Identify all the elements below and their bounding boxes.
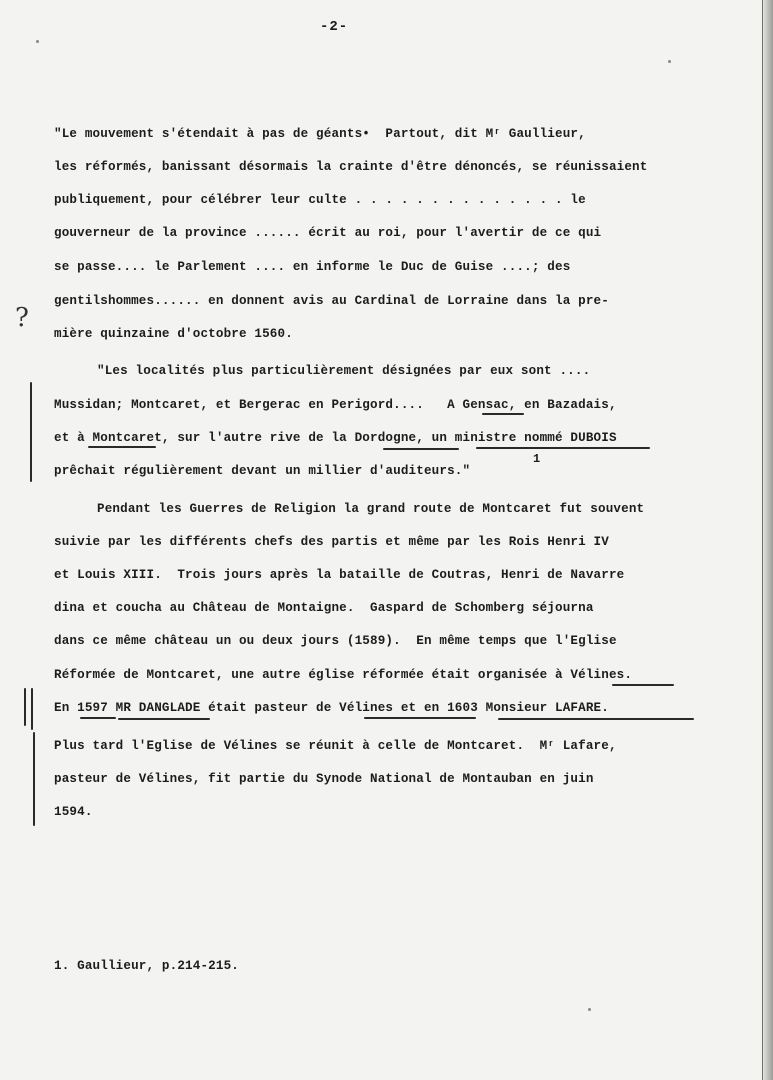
margin-question-mark: ? <box>15 303 29 333</box>
underline-montcaret <box>88 446 156 448</box>
body-line-8: "Les localités plus particulièrement désignées par eux sont .... <box>97 364 591 378</box>
paper-speck <box>668 60 671 63</box>
underline-velines-1 <box>612 684 674 686</box>
margin-bracket-bar-1 <box>30 382 32 482</box>
underline-ministre <box>476 447 650 449</box>
body-line-9: Mussidan; Montcaret, et Bergerac en Perigord.... A Gensac, en Bazadais, <box>54 398 617 412</box>
body-line-10: et à Montcaret, sur l'autre rive de la Dordogne, un ministre nommé DUBOIS <box>54 431 617 445</box>
paper-speck <box>588 1008 591 1011</box>
body-line-11: prêchait régulièrement devant un millier d'auditeurs." <box>54 464 471 478</box>
body-line-12: Pendant les Guerres de Religion la grand route de Montcaret fut souvent <box>97 502 645 516</box>
underline-1597 <box>80 717 116 719</box>
margin-bracket-bar-3 <box>31 688 33 730</box>
body-line-15: dina et coucha au Château de Montaigne. Gaspard de Schomberg séjourna <box>54 601 594 615</box>
body-line-1: "Le mouvement s'étendait à pas de géants• Partout, dit Mʳ Gaullieur, <box>54 127 586 141</box>
margin-bracket-bar-4 <box>33 732 35 826</box>
body-line-19: Plus tard l'Eglise de Vélines se réunit à celle de Montcaret. Mʳ Lafare, <box>54 739 617 753</box>
paper-speck <box>36 40 39 43</box>
body-line-17: Réformée de Montcaret, une autre église réformée était organisée à Vélines. <box>54 668 633 682</box>
page-number: -2- <box>320 19 349 35</box>
body-line-4: gouverneur de la province ...... écrit au roi, pour l'avertir de ce qui <box>54 226 602 240</box>
body-line-14: et Louis XIII. Trois jours après la bataille de Coutras, Henri de Navarre <box>54 568 625 582</box>
body-line-5: se passe.... le Parlement .... en informe le Duc de Guise ....; des <box>54 260 571 274</box>
body-line-7: mière quinzaine d'octobre 1560. <box>54 327 293 341</box>
body-line-2: les réformés, banissant désormais la crainte d'être dénoncés, se réunissaient <box>54 160 648 174</box>
footnote-marker: 1 <box>533 452 541 466</box>
body-line-21: 1594. <box>54 805 93 819</box>
underline-dordogne <box>383 448 459 450</box>
margin-bracket-bar-2 <box>24 688 26 726</box>
underline-velines-1603 <box>364 717 476 719</box>
underline-gensac <box>482 413 524 415</box>
body-line-3: publiquement, pour célébrer leur culte . . . . . . . . . . . . . . le <box>54 193 586 207</box>
footnote-text: 1. Gaullieur, p.214-215. <box>54 959 239 973</box>
underline-lafare <box>498 718 694 720</box>
body-line-16: dans ce même château un ou deux jours (1589). En même temps que l'Eglise <box>54 634 617 648</box>
body-line-6: gentilshommes...... en donnent avis au Cardinal de Lorraine dans la pre- <box>54 294 609 308</box>
page-edge-shadow <box>763 0 773 1080</box>
underline-danglade <box>118 718 210 720</box>
body-line-18: En 1597 MR DANGLADE était pasteur de Vélines et en 1603 Monsieur LAFARE. <box>54 701 609 715</box>
body-line-13: suivie par les différents chefs des partis et même par les Rois Henri IV <box>54 535 609 549</box>
body-line-20: pasteur de Vélines, fit partie du Synode National de Montauban en juin <box>54 772 594 786</box>
